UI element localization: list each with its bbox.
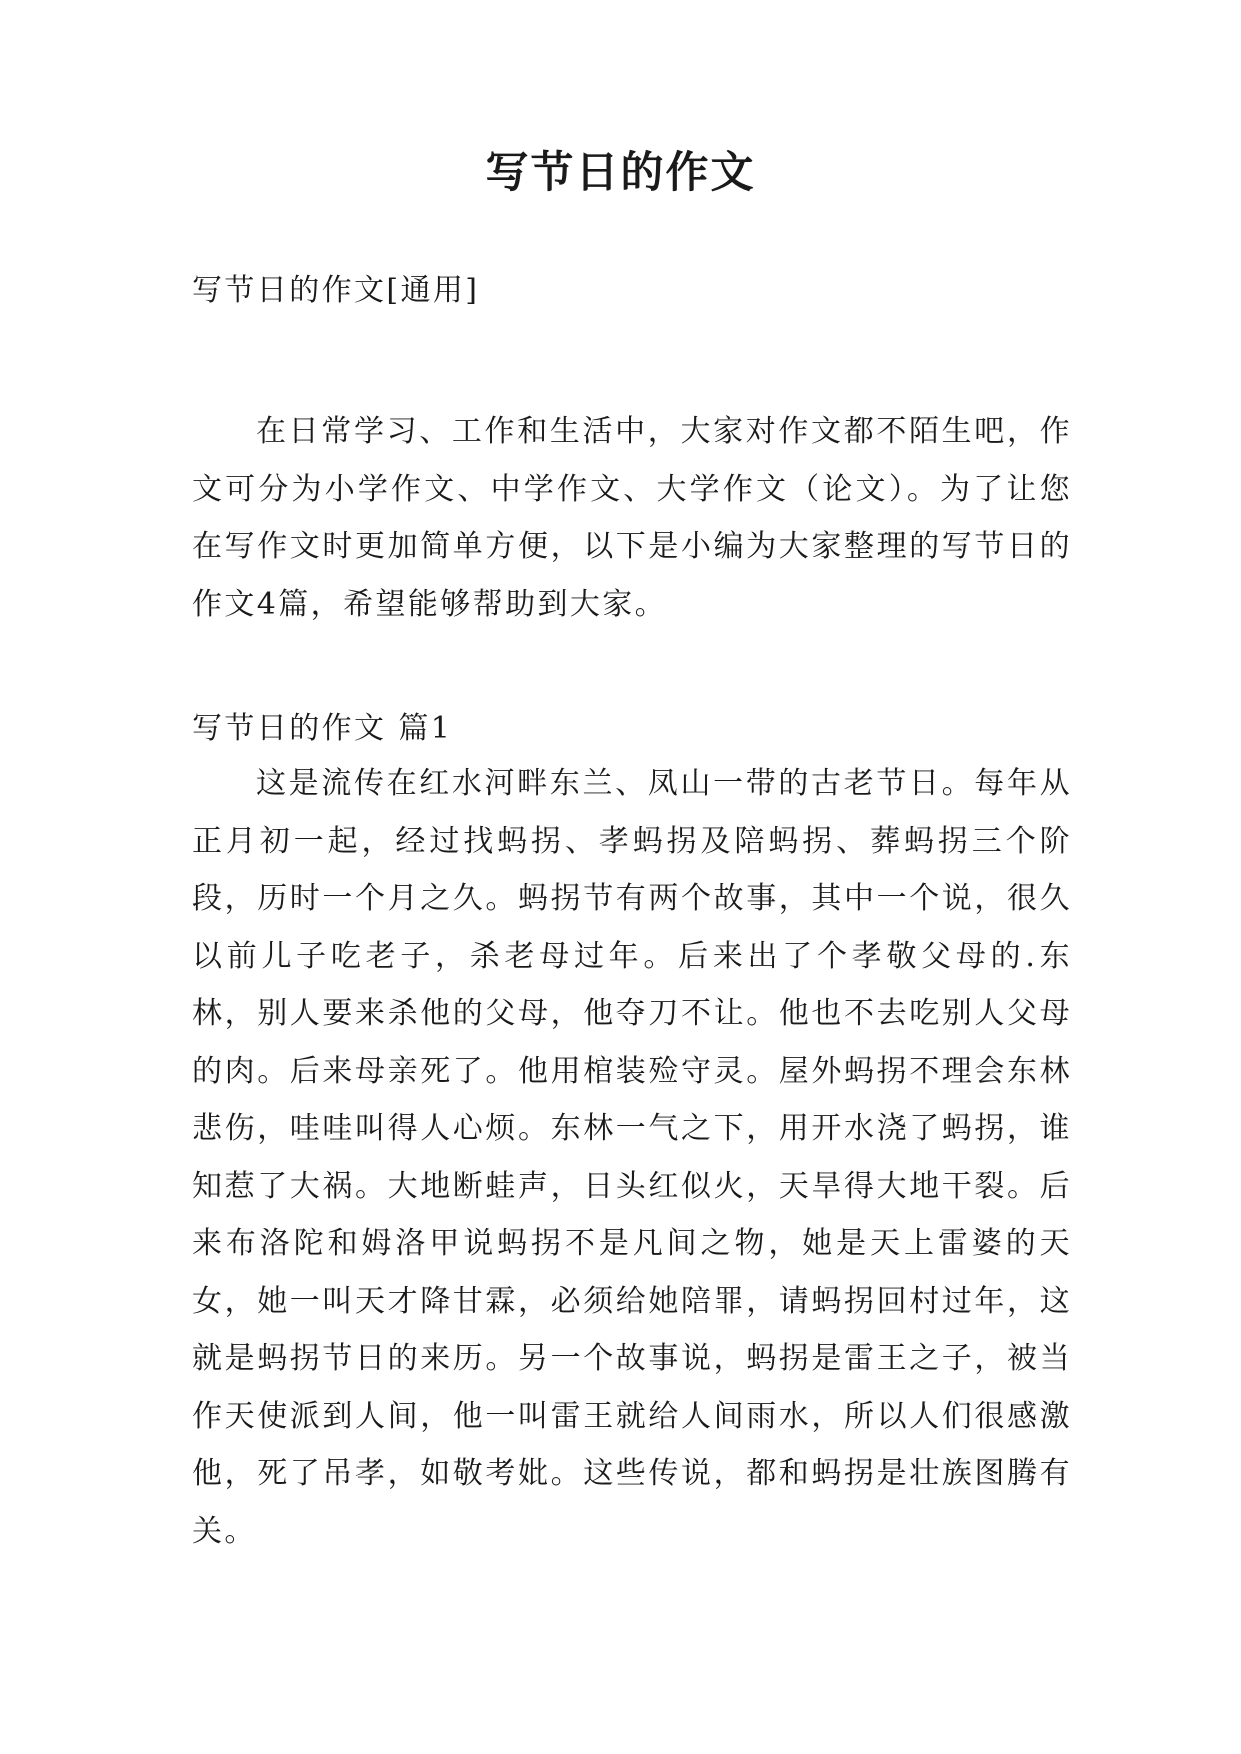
section-heading: 写节日的作文 篇1: [192, 711, 453, 746]
document-subtitle: 写节日的作文[通用]: [192, 273, 480, 308]
intro-paragraph: 在日常学习、工作和生活中，大家对作文都不陌生吧，作文可分为小学作文、中学作文、大学作文（论文）。为了让您在写作文时更加简单方便，以下是小编为大家整理的写节日的作文4篇，希望能够帮助到大家。: [192, 414, 1072, 622]
body-paragraph: 这是流传在红水河畔东兰、凤山一带的古老节日。每年从正月初一起，经过找蚂拐、孝蚂拐及陪蚂拐、葬蚂拐三个阶段，历时一个月之久。蚂拐节有两个故事，其中一个说，很久以前儿子吃老子，杀老母过年。后来出了个孝敬父母的.东林，别人要来杀他的父母，他夺刀不让。他也不去吃别人父母的肉。后来母亲死了。他用棺装殓守灵。屋外蚂拐不理会东林悲伤，哇哇叫得人心烦。东林一气之下，用开水浇了蚂拐，谁知惹了大祸。大地断蛙声，日头红似火，天旱得大地干裂。后来布洛陀和姆洛甲说蚂拐不是凡间之物，她是天上雷婆的天女，她一叫天才降甘霖，必须给她陪罪，请蚂拐回村过年，这就是蚂拐节日的来历。另一个故事说，蚂拐是雷王之子，被当作天使派到人间，他一叫雷王就给人间雨水，所以人们很感激他，死了吊孝，如敬考妣。这些传说，都和蚂拐是壮族图腾有关。: [192, 766, 1072, 1549]
document-title: 写节日的作文: [485, 148, 756, 198]
